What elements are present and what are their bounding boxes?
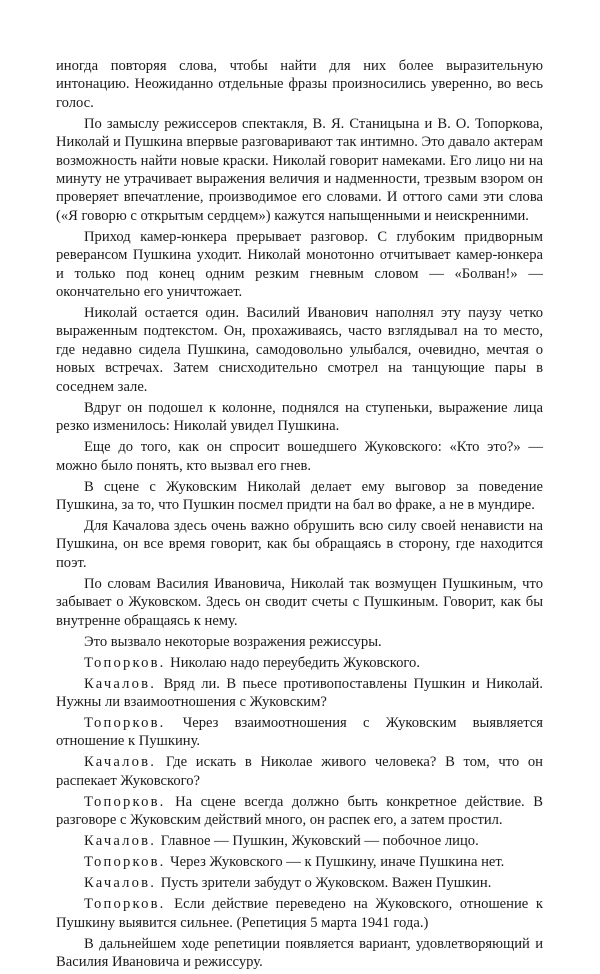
dialogue-line [56, 753, 543, 790]
speaker-name: Топорков. [84, 793, 166, 810]
paragraph-text: В дальнейшем ходе репетиции появляется вариант, удовлетворяющий и Василия Ивановича и режиссуру. [56, 935, 543, 970]
speaker-name: Топорков. [84, 714, 166, 731]
paragraph [56, 517, 543, 572]
speaker-name: Топорков. [84, 654, 166, 671]
dialogue-text: Пусть зрители забудут о Жуковском. Важен Пушкин. [160, 875, 492, 892]
speaker-name: Качалов. [84, 833, 157, 850]
paragraph-text: Николай остается один. Василий Иванович наполнял эту паузу четко выраженным подтекстом. Он, прохаживаясь, часто взглядывал на то место, где недавно сидела Пушкина, самодовольно улыбался, очевидно, мечтая о новых встречах. Затем снисходительно смотрел на танцующие пары в соседнем зале. [56, 305, 543, 395]
paragraph [56, 304, 543, 396]
dialogue-text: Через взаимоотношения с Жуковским выявляется отношение к Пушкину. [56, 714, 543, 750]
dialogue-line [56, 654, 543, 672]
paragraph-text: В сцене с Жуковским Николай делает ему выговор за поведение Пушкина, за то, что Пушкин посмел придти на бал во фраке, а не в мундире. [56, 478, 543, 513]
dialogue-line [56, 793, 543, 830]
dialogue-text: На сцене всегда должно быть конкретное действие. В разговоре с Жуковским действий много, он распек его, а затем простил. [56, 793, 543, 829]
dialogue-text: Вряд ли. В пьесе противопоставлены Пушкин и Николай. Нужны ли взаимоотношения с Жуковским? [56, 675, 544, 710]
dialogue-line [56, 853, 543, 871]
dialogue-text: Николаю надо переубедить Жуковского. [170, 654, 420, 671]
paragraph [56, 115, 543, 225]
paragraph-text: Для Качалова здесь очень важно обрушить всю силу своей ненависти на Пушкина, он все время говорит, как бы обращаясь в сторону, где находится поэт. [56, 517, 543, 571]
paragraph [56, 935, 543, 972]
speaker-name: Качалов. [84, 754, 157, 771]
document-page [56, 57, 543, 974]
dialogue-text: Если действие переведено на Жуковского, отношение к Пушкину выявится сильнее. (Репетиция 5 марта 1941 года.) [56, 896, 543, 931]
speaker-name: Качалов. [84, 875, 157, 892]
paragraph [56, 575, 543, 630]
dialogue-text: Где искать в Николае живого человека? В том, что он распекает Жуковского? [56, 754, 543, 789]
paragraph [56, 228, 543, 302]
paragraph [56, 633, 543, 651]
dialogue-line [56, 714, 543, 751]
paragraph-text: Еще до того, как он спросит вошедшего Жуковского: «Кто это?» — можно было понять, кто вызвал его гнев. [56, 439, 543, 474]
dialogue-line [56, 874, 543, 892]
dialogue-line [56, 895, 543, 932]
paragraph [56, 478, 543, 515]
dialogue-line [56, 832, 543, 850]
paragraph-text: Приход камер-юнкера прерывает разговор. С глубоким придворным реверансом Пушкина уходит. Николай монотонно отчитывает камер-юнкера и только под конец одним резким гневным словом — «Болван!» — окончательно его уничтожает. [56, 228, 543, 301]
speaker-name: Топорков. [84, 896, 166, 913]
speaker-name: Качалов. [84, 675, 157, 692]
dialogue-line [56, 675, 543, 712]
paragraph [56, 438, 543, 475]
paragraph-text: По словам Василия Ивановича, Николай так возмущен Пушкиным, что забывает о Жуковском. Здесь он сводит счеты с Пушкиным. Говорит, как бы внутренне обращаясь к нему. [56, 575, 543, 629]
paragraph [56, 57, 543, 112]
paragraph [56, 399, 543, 436]
paragraph-text: Это вызвало некоторые возражения режиссуры. [84, 633, 382, 650]
dialogue-text: Через Жуковского — к Пушкину, иначе Пушкина нет. [170, 854, 505, 871]
paragraph-text: иногда повторяя слова, чтобы найти для них более выразительную интонацию. Неожиданно отдельные фразы произносились уверенно, во весь голос. [56, 58, 543, 111]
speaker-name: Топорков. [84, 854, 166, 871]
paragraph-text: Вдруг он подошел к колонне, поднялся на ступеньки, выражение лица резко изменилось: Николай увидел Пушкина. [56, 399, 543, 435]
dialogue-text: Главное — Пушкин, Жуковский — побочное лицо. [160, 833, 479, 850]
paragraph-text: По замыслу режиссеров спектакля, В. Я. Станицына и В. О. Топоркова, Николай и Пушкина впервые разговаривают так интимно. Это давало актерам возможность найти новые краски. Николай говорит намеками. Его лицо ни на минуту не утрачивает выражения величия и надменности, трезвым взором он проверяет впечатление, производимое его словами. И оттого сами эти слова («Я говорю с открытым сердцем») кажутся напыщенными и неискренними. [56, 115, 543, 224]
